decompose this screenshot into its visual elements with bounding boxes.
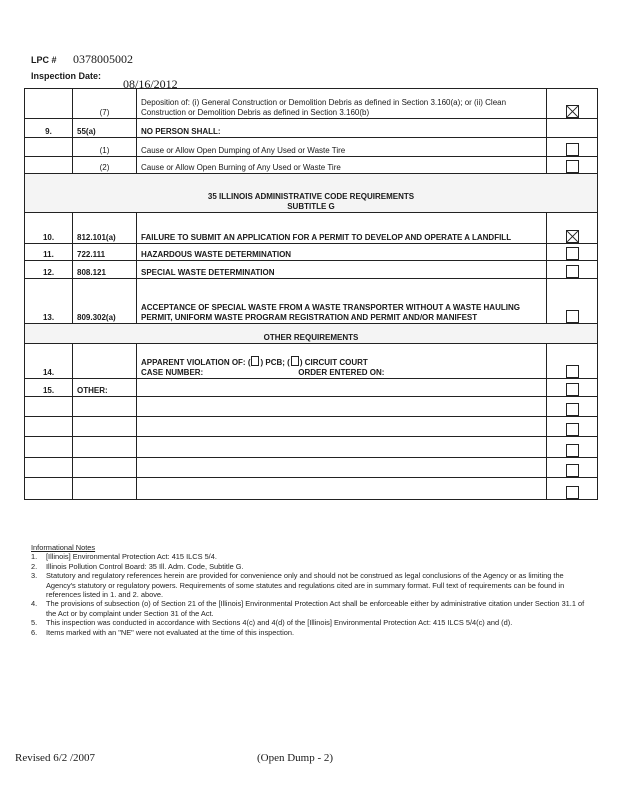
blank-cell bbox=[25, 458, 73, 478]
row-description: NO PERSON SHALL: bbox=[137, 119, 547, 138]
blank-cell bbox=[25, 397, 73, 417]
blank-cell[interactable] bbox=[137, 478, 547, 500]
requirements-table bbox=[24, 88, 598, 500]
informational-notes bbox=[31, 543, 587, 637]
row-description bbox=[137, 379, 547, 397]
note-item bbox=[31, 599, 587, 618]
blank-cell bbox=[73, 397, 137, 417]
pcb-checkbox[interactable] bbox=[251, 356, 259, 366]
row-checkbox-cell bbox=[547, 138, 598, 157]
row-checkbox-cell bbox=[547, 344, 598, 379]
note-number: 1. bbox=[31, 552, 38, 562]
row-number bbox=[25, 89, 73, 119]
table-row bbox=[25, 379, 598, 397]
section-heading-line1: 35 ILLINOIS ADMINISTRATIVE CODE REQUIREMENTS bbox=[207, 192, 415, 201]
row-number: 10. bbox=[25, 213, 73, 244]
blank-row bbox=[25, 437, 598, 458]
blank-cell bbox=[25, 478, 73, 500]
inspection-date-label: Inspection Date: bbox=[31, 71, 102, 81]
table-row bbox=[25, 261, 598, 279]
row-number bbox=[25, 157, 73, 174]
checkbox[interactable] bbox=[566, 265, 579, 278]
circuit-court-checkbox[interactable] bbox=[291, 356, 299, 366]
blank-cell[interactable] bbox=[137, 458, 547, 478]
blank-cell bbox=[73, 417, 137, 437]
page-label: (Open Dump - 2) bbox=[257, 752, 334, 764]
row-description: Cause or Allow Open Burning of Any Used or Waste Tire bbox=[137, 157, 547, 174]
row-checkbox-cell bbox=[547, 458, 598, 478]
violation-text: ) PCB; ( bbox=[260, 358, 290, 367]
row-number bbox=[25, 138, 73, 157]
row-citation: (1) bbox=[73, 138, 137, 157]
checkbox[interactable] bbox=[566, 143, 579, 156]
row-checkbox-cell bbox=[547, 417, 598, 437]
inspection-date-value: 08/16/2012 bbox=[123, 77, 178, 91]
note-item bbox=[31, 618, 587, 627]
blank-cell bbox=[25, 417, 73, 437]
checkbox-checked[interactable] bbox=[566, 230, 579, 243]
note-text: Items marked with an "NE" were not evaluated at the time of this inspection. bbox=[46, 627, 295, 637]
checkbox[interactable] bbox=[566, 444, 579, 457]
note-text: Statutory and regulatory references herein are provided for convenience only and should not be construed as legal conclusions of the Agency or as limiting the Agency's statutory or regulatory powers. Requirements of some statutes and regulations cited are in summary format. Full text of requirements can be found in references listed in 1. and 2. above. bbox=[46, 571, 565, 600]
row-checkbox-cell bbox=[547, 379, 598, 397]
note-text: [Illinois] Environmental Protection Act: 415 ILCS 5/4. bbox=[46, 552, 217, 562]
section-banner bbox=[25, 324, 598, 344]
checkbox[interactable] bbox=[566, 365, 579, 378]
row-number: 9. bbox=[25, 119, 73, 138]
table-row bbox=[25, 344, 598, 379]
row-checkbox-cell bbox=[547, 478, 598, 500]
row-citation: 809.302(a) bbox=[73, 279, 137, 324]
checkbox[interactable] bbox=[566, 310, 579, 323]
checkbox[interactable] bbox=[566, 383, 579, 396]
blank-cell[interactable] bbox=[137, 397, 547, 417]
row-description: ACCEPTANCE OF SPECIAL WASTE FROM A WASTE TRANSPORTER WITHOUT A WASTE HAULING PERMIT, UNIFORM WASTE PROGRAM REGISTRATION AND PERMIT AND/OR MANIFEST bbox=[137, 279, 547, 324]
section-heading bbox=[25, 174, 598, 213]
table-row bbox=[25, 244, 598, 261]
row-checkbox-cell bbox=[547, 157, 598, 174]
row-checkbox-cell bbox=[547, 213, 598, 244]
blank-cell[interactable] bbox=[137, 417, 547, 437]
blank-cell bbox=[73, 458, 137, 478]
blank-row bbox=[25, 478, 598, 500]
table-row bbox=[25, 279, 598, 324]
note-text: This inspection was conducted in accordance with Sections 4(c) and 4(d) of the [Illinois] Environmental Protection Act: 415 ILCS 5/4(c) and (d). bbox=[46, 618, 513, 628]
note-number: 3. bbox=[31, 571, 38, 581]
checkbox[interactable] bbox=[566, 464, 579, 477]
row-citation: 812.101(a) bbox=[73, 213, 137, 244]
revision-date: Revised 6/2 /2007 bbox=[15, 752, 96, 764]
order-entered-label: ORDER ENTERED ON: bbox=[298, 368, 385, 377]
blank-cell bbox=[73, 437, 137, 458]
note-number: 6. bbox=[31, 627, 38, 637]
row-description: Deposition of: (i) General Construction or Demolition Debris as defined in Section 3.160(a); or (ii) Clean Construction or Demolition Debris as defined in Section 3.160(b) bbox=[137, 89, 547, 119]
row-description: FAILURE TO SUBMIT AN APPLICATION FOR A PERMIT TO DEVELOP AND OPERATE A LANDFILL bbox=[137, 213, 547, 244]
row-citation: OTHER: bbox=[73, 379, 137, 397]
row-citation: 55(a) bbox=[73, 119, 137, 138]
checkbox[interactable] bbox=[566, 160, 579, 173]
blank-row bbox=[25, 458, 598, 478]
note-number: 4. bbox=[31, 599, 38, 609]
lpc-label: LPC # bbox=[31, 55, 57, 65]
row-number: 14. bbox=[25, 344, 73, 379]
row-number: 11. bbox=[25, 244, 73, 261]
lpc-number: 0378005002 bbox=[73, 52, 133, 66]
blank-cell bbox=[25, 437, 73, 458]
table-row bbox=[25, 157, 598, 174]
table-row bbox=[25, 119, 598, 138]
blank-cell bbox=[73, 478, 137, 500]
table-row bbox=[25, 138, 598, 157]
note-item bbox=[31, 571, 587, 599]
violation-text: ) CIRCUIT COURT bbox=[299, 358, 368, 367]
violation-line bbox=[141, 356, 542, 368]
row-citation: (2) bbox=[73, 157, 137, 174]
notes-heading: Informational Notes bbox=[31, 543, 96, 552]
row-checkbox-cell bbox=[547, 437, 598, 458]
checkbox-checked[interactable] bbox=[566, 105, 579, 118]
blank-cell[interactable] bbox=[137, 437, 547, 458]
row-citation: 722.111 bbox=[73, 244, 137, 261]
violation-text: APPARENT VIOLATION OF: ( bbox=[141, 358, 251, 367]
row-checkbox-cell bbox=[547, 89, 598, 119]
note-text: The provisions of subsection (o) of Section 21 of the [Illinois] Environmental Protection Act shall be enforceable either by administrative citation under Section 31.1 of the Act or by complaint under Section 31 of the Act. bbox=[46, 599, 585, 618]
table-row bbox=[25, 89, 598, 119]
note-item bbox=[31, 628, 587, 637]
table-row bbox=[25, 213, 598, 244]
row-description bbox=[137, 344, 547, 379]
case-number-label: CASE NUMBER: bbox=[141, 368, 204, 377]
row-checkbox-cell bbox=[547, 397, 598, 417]
row-description: SPECIAL WASTE DETERMINATION bbox=[137, 261, 547, 279]
row-citation bbox=[73, 344, 137, 379]
row-number: 12. bbox=[25, 261, 73, 279]
checkbox[interactable] bbox=[566, 423, 579, 436]
checkbox[interactable] bbox=[566, 247, 579, 260]
row-checkbox-cell bbox=[547, 119, 598, 138]
note-item bbox=[31, 562, 587, 571]
row-checkbox-cell bbox=[547, 244, 598, 261]
case-line bbox=[141, 368, 542, 378]
row-citation: (7) bbox=[73, 89, 137, 119]
row-description: Cause or Allow Open Dumping of Any Used or Waste Tire bbox=[137, 138, 547, 157]
note-item bbox=[31, 552, 587, 561]
note-number: 5. bbox=[31, 618, 38, 628]
row-description: HAZARDOUS WASTE DETERMINATION bbox=[137, 244, 547, 261]
section-banner bbox=[25, 174, 598, 213]
note-text: Illinois Pollution Control Board: 35 Ill. Adm. Code, Subtitle G. bbox=[46, 561, 244, 571]
row-checkbox-cell bbox=[547, 279, 598, 324]
note-number: 2. bbox=[31, 561, 38, 571]
checkbox[interactable] bbox=[566, 403, 579, 416]
row-number: 13. bbox=[25, 279, 73, 324]
section-heading-line2: SUBTITLE G bbox=[287, 202, 335, 211]
blank-row bbox=[25, 417, 598, 437]
row-checkbox-cell bbox=[547, 261, 598, 279]
row-citation: 808.121 bbox=[73, 261, 137, 279]
row-number: 15. bbox=[25, 379, 73, 397]
checkbox[interactable] bbox=[566, 486, 579, 499]
blank-row bbox=[25, 397, 598, 417]
section-heading: OTHER REQUIREMENTS bbox=[25, 324, 598, 344]
